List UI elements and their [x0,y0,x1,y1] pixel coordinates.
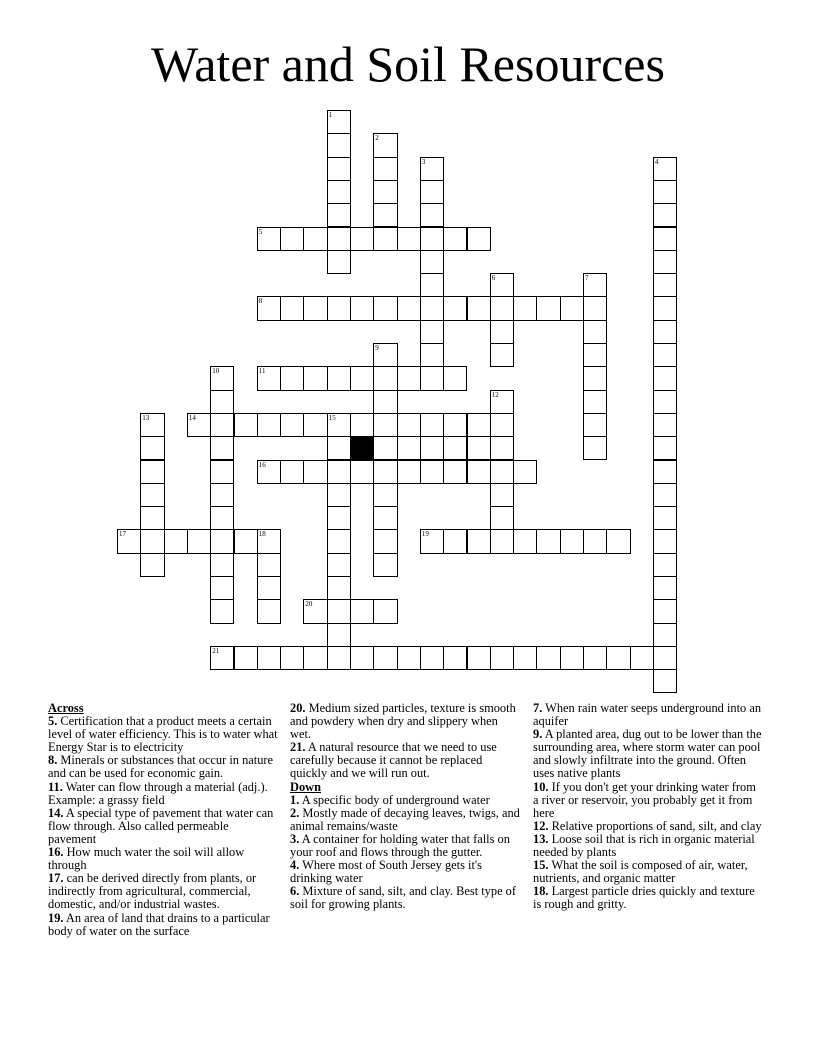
grid-cell[interactable] [210,529,234,553]
grid-cell[interactable] [373,157,397,181]
grid-cell[interactable] [420,460,444,484]
grid-cell[interactable] [350,646,374,670]
clue-number: 20 [305,600,313,609]
grid-cell[interactable] [327,506,351,530]
clue-item [48,715,278,754]
grid-cell[interactable] [210,483,234,507]
grid-cell[interactable] [187,413,211,437]
grid-cell[interactable] [373,133,397,157]
grid-cell[interactable] [653,180,677,204]
grid-cell[interactable] [257,553,281,577]
grid-cell[interactable] [210,366,234,390]
clue-number-label: 8. [48,753,58,768]
across-heading: Across [48,701,84,715]
grid-cell[interactable] [397,296,421,320]
clue-number-label: 11. [48,779,63,794]
grid-cell[interactable] [373,366,397,390]
clue-text: How much water the soil will allow through [48,845,245,873]
grid-cell[interactable] [280,460,304,484]
grid-cell[interactable] [373,529,397,553]
grid-cell[interactable] [140,506,164,530]
clue-number-label: 4. [290,858,300,873]
clue-item [533,833,763,859]
clue-text: A planted area, dug out to be lower than the surrounding area, where storm water can pool and slowly infiltrate into the ground. Often uses native plants [533,727,762,781]
grid-cell[interactable] [653,553,677,577]
grid-cell[interactable] [210,413,234,437]
grid-cell[interactable] [257,366,281,390]
grid-cell[interactable] [420,529,444,553]
grid-cell[interactable] [327,296,351,320]
grid-cell[interactable] [536,646,560,670]
grid-cell[interactable] [467,460,491,484]
grid-cell[interactable] [327,227,351,251]
grid-cell[interactable] [280,366,304,390]
clue-text: Water can flow through a material (adj.). Example: a grassy field [48,779,268,807]
clue-number: 21 [212,646,220,655]
grid-cell[interactable] [653,669,677,693]
clue-number-label: 16. [48,845,64,860]
grid-cell[interactable] [140,436,164,460]
grid-cell[interactable] [490,483,514,507]
grid-cell[interactable] [327,110,351,134]
grid-cell[interactable] [350,296,374,320]
clue-number: 13 [142,413,150,422]
clue-item [48,807,278,846]
grid-cell[interactable] [280,227,304,251]
grid-cell[interactable] [327,553,351,577]
grid-cell[interactable] [630,646,654,670]
grid-cell[interactable] [327,180,351,204]
clue-text: Medium sized particles, texture is smooth and powdery when dry and slippery when wet. [290,701,516,742]
grid-cell[interactable] [140,483,164,507]
grid-cell[interactable] [560,529,584,553]
clue-text: Mostly made of decaying leaves, twigs, and animal remains/waste [290,805,520,833]
grid-cell[interactable] [257,646,281,670]
clue-item [48,754,278,780]
grid-cell[interactable] [443,366,467,390]
clue-item [533,728,763,780]
grid-cell[interactable] [327,460,351,484]
clue-number: 10 [212,367,220,376]
grid-cell[interactable] [373,646,397,670]
grid-cell[interactable] [653,203,677,227]
grid-cell[interactable] [420,413,444,437]
clue-number-label: 2. [290,805,300,820]
clue-text: Loose soil that is rich in organic material needed by plants [533,831,755,860]
grid-cell[interactable] [443,460,467,484]
grid-cell[interactable] [327,646,351,670]
clue-item [48,912,278,938]
grid-cell[interactable] [140,529,164,553]
grid-cell[interactable] [327,250,351,274]
grid-cell[interactable] [583,529,607,553]
grid-cell[interactable] [490,320,514,344]
grid-cell[interactable] [373,227,397,251]
clue-number-label: 5. [48,714,58,729]
grid-cell[interactable] [327,576,351,600]
grid-cell[interactable] [583,343,607,367]
grid-cell[interactable] [467,529,491,553]
grid-cell[interactable] [443,436,467,460]
grid-cell[interactable] [327,599,351,623]
grid-cell[interactable] [420,296,444,320]
clue-number: 1 [328,111,333,119]
grid-cell[interactable] [583,320,607,344]
grid-cell[interactable] [420,366,444,390]
grid-cell[interactable] [327,623,351,647]
clue-text: Relative proportions of sand, silt, and clay [551,818,762,833]
grid-cell[interactable] [280,296,304,320]
clue-number: 14 [188,413,196,422]
clue-text: When rain water seeps underground into an aquifer [533,701,762,729]
grid-cell[interactable] [257,413,281,437]
grid-cell[interactable] [420,203,444,227]
grid-cell[interactable] [490,413,514,437]
grid-cell[interactable] [420,646,444,670]
clue-item [533,702,763,728]
grid-cell[interactable] [210,576,234,600]
clue-text: Minerals or substances that occur in nature and can be used for economic gain. [48,753,274,781]
grid-cell[interactable] [187,529,211,553]
grid-cell[interactable] [397,436,421,460]
clue-item [533,859,763,885]
grid-cell[interactable] [117,529,141,553]
grid-cell[interactable] [140,460,164,484]
clue-item [48,781,278,807]
grid-cell[interactable] [350,227,374,251]
clue-number-label: 19. [48,910,64,925]
clue-text: A natural resource that we need to use carefully because it cannot be replaced quickly and we will run out. [290,740,497,781]
grid-cell[interactable] [280,646,304,670]
grid-cell[interactable] [257,529,281,553]
clue-text: What the soil is composed of air, water, nutrients, and organic matter [533,858,748,886]
grid-cell[interactable] [443,413,467,437]
clue-number-label: 15. [533,858,549,873]
grid-cell[interactable] [327,203,351,227]
grid-cell[interactable] [653,227,677,251]
grid-cell[interactable] [210,553,234,577]
grid-cell[interactable] [210,436,234,460]
clue-text: A special type of pavement that water can flow through. Also called permeable pavement [48,805,274,846]
grid-cell[interactable] [420,250,444,274]
clue-number: 3 [421,157,426,166]
clue-text: Mixture of sand, silt, and clay. Best type of soil for growing plants. [290,884,516,912]
grid-cell[interactable] [490,296,514,320]
clue-item [48,846,278,872]
grid-cell[interactable] [327,366,351,390]
grid-cell[interactable] [490,390,514,414]
clue-number-label: 14. [48,805,64,820]
grid-cell[interactable] [653,157,677,181]
clue-number: 2 [375,134,379,143]
grid-cell[interactable] [490,506,514,530]
grid-cell[interactable] [373,506,397,530]
grid-cell[interactable] [210,460,234,484]
grid-cell[interactable] [653,296,677,320]
grid-cell[interactable] [420,227,444,251]
clue-item [290,702,520,741]
grid-cell[interactable] [653,413,677,437]
grid-cell[interactable] [257,599,281,623]
grid-cell[interactable] [653,250,677,274]
clue-text: can be derived directly from plants, or indirectly from agricultural, commercial, domestic, and/or industrial wastes. [48,871,257,912]
grid-cell[interactable] [140,553,164,577]
clue-number-label: 9. [533,727,543,742]
grid-cell[interactable] [513,296,537,320]
clue-number-label: 3. [290,831,300,846]
grid-cell[interactable] [397,460,421,484]
grid-cell[interactable] [373,436,397,460]
clue-text: If you don't get your drinking water from a river or reservoir, you probably get it from here [533,779,756,820]
grid-cell[interactable] [373,390,397,414]
clue-number: 4 [654,157,659,166]
grid-cell[interactable] [420,320,444,344]
grid-cell[interactable] [467,296,491,320]
grid-cell[interactable] [327,157,351,181]
clue-number-label: 7. [533,701,543,715]
clue-text: An area of land that drains to a particular body of water on the surface [48,910,270,938]
grid-cell[interactable] [536,529,560,553]
grid-cell[interactable] [327,413,351,437]
clue-item [290,807,520,833]
grid-cell[interactable] [303,296,327,320]
clue-number-label: 12. [533,818,549,833]
clue-text: A container for holding water that falls on your roof and flows through the gutter. [290,831,510,860]
grid-cell[interactable] [420,157,444,181]
clue-column-2 [290,702,520,912]
grid-cell[interactable] [443,646,467,670]
clue-text: Where most of South Jersey gets it's drinking water [290,858,482,886]
grid-cell[interactable] [583,366,607,390]
grid-cell[interactable] [490,529,514,553]
clue-number-label: 6. [290,884,300,899]
grid-cell[interactable] [653,460,677,484]
grid-cell[interactable] [583,413,607,437]
grid-cell[interactable] [397,646,421,670]
clue-number: 5 [258,227,263,236]
grid-cell[interactable] [210,506,234,530]
grid-cell[interactable] [490,343,514,367]
grid-cell[interactable] [653,483,677,507]
clue-number-label: 10. [533,779,549,794]
grid-cell[interactable] [420,436,444,460]
grid-cell[interactable] [397,366,421,390]
grid-cell[interactable] [373,203,397,227]
clue-number-label: 18. [533,884,549,899]
grid-cell[interactable] [606,646,630,670]
grid-cell[interactable] [420,180,444,204]
grid-cell[interactable] [397,227,421,251]
grid-cell[interactable] [327,133,351,157]
clue-item [290,859,520,885]
clue-number-label: 20. [290,701,306,715]
clue-number: 19 [421,530,429,539]
grid-cell[interactable] [653,273,677,297]
grid-cell[interactable] [140,413,164,437]
grid-cell[interactable] [373,599,397,623]
grid-cell[interactable] [583,390,607,414]
grid-cell[interactable] [583,273,607,297]
grid-cell[interactable] [303,460,327,484]
grid-block [350,436,374,460]
clue-number: 18 [258,530,266,539]
clue-text: A specific body of underground water [301,792,490,807]
page-title: Water and Soil Resources [151,36,665,92]
grid-cell[interactable] [350,599,374,623]
grid-cell[interactable] [490,273,514,297]
grid-cell[interactable] [234,646,258,670]
grid-cell[interactable] [303,227,327,251]
grid-cell[interactable] [210,646,234,670]
grid-cell[interactable] [327,483,351,507]
grid-cell[interactable] [583,646,607,670]
grid-cell[interactable] [327,436,351,460]
grid-cell[interactable] [373,296,397,320]
grid-cell[interactable] [653,343,677,367]
grid-cell[interactable] [210,599,234,623]
clue-item [290,885,520,911]
grid-cell[interactable] [257,576,281,600]
grid-cell[interactable] [513,646,537,670]
grid-cell[interactable] [350,413,374,437]
clue-number: 9 [375,344,379,352]
clue-number: 8 [258,297,263,306]
grid-cell[interactable] [653,390,677,414]
clue-number-label: 13. [533,831,549,846]
grid-cell[interactable] [397,413,421,437]
grid-cell[interactable] [490,646,514,670]
grid-cell[interactable] [560,296,584,320]
grid-cell[interactable] [257,227,281,251]
clue-number: 6 [491,274,496,283]
clue-number-label: 1. [290,792,300,807]
grid-cell[interactable] [653,576,677,600]
grid-cell[interactable] [443,296,467,320]
grid-cell[interactable] [490,460,514,484]
grid-cell[interactable] [653,599,677,623]
grid-cell[interactable] [420,273,444,297]
grid-cell[interactable] [234,413,258,437]
grid-cell[interactable] [373,343,397,367]
clue-item [48,872,278,911]
grid-cell[interactable] [257,460,281,484]
clue-item [290,833,520,859]
grid-cell[interactable] [583,436,607,460]
clue-number: 16 [258,460,266,469]
clue-number: 15 [328,413,336,422]
grid-cell[interactable] [373,413,397,437]
clue-text: Certification that a product meets a certain level of water efficiency. This is to water what Energy Star is to electricity [48,714,278,755]
clue-number: 11 [258,367,266,376]
grid-cell[interactable] [653,506,677,530]
grid-cell[interactable] [467,413,491,437]
clue-number: 17 [119,530,126,539]
clue-number-label: 17. [48,871,64,886]
grid-cell[interactable] [536,296,560,320]
grid-cell[interactable] [303,646,327,670]
grid-cell[interactable] [303,413,327,437]
grid-cell[interactable] [350,460,374,484]
clue-item [290,741,520,780]
grid-cell[interactable] [443,227,467,251]
grid-cell[interactable] [234,529,258,553]
grid-cell[interactable] [257,296,281,320]
grid-cell[interactable] [420,343,444,367]
down-heading: Down [290,779,321,794]
grid-cell[interactable] [327,529,351,553]
grid-cell[interactable] [467,227,491,251]
grid-cell[interactable] [303,366,327,390]
grid-cell[interactable] [210,390,234,414]
grid-cell[interactable] [164,529,188,553]
grid-cell[interactable] [560,646,584,670]
grid-cell[interactable] [653,436,677,460]
grid-cell[interactable] [280,413,304,437]
clue-column-1 [48,702,278,938]
grid-cell[interactable] [490,436,514,460]
grid-cell[interactable] [653,529,677,553]
grid-cell[interactable] [653,366,677,390]
grid-cell[interactable] [350,366,374,390]
grid-cell[interactable] [373,483,397,507]
grid-cell[interactable] [373,460,397,484]
grid-cell[interactable] [373,180,397,204]
grid-cell[interactable] [583,296,607,320]
clue-item [533,885,763,911]
clue-item [533,781,763,820]
grid-cell[interactable] [373,553,397,577]
grid-cell[interactable] [303,599,327,623]
clue-text: Largest particle dries quickly and texture is rough and gritty. [533,884,755,912]
clue-number: 7 [585,274,589,283]
grid-cell[interactable] [467,646,491,670]
clue-number: 12 [491,390,499,399]
grid-cell[interactable] [467,436,491,460]
clue-column-3 [533,702,763,912]
grid-cell[interactable] [653,623,677,647]
grid-cell[interactable] [513,460,537,484]
grid-cell[interactable] [606,529,630,553]
grid-cell[interactable] [653,320,677,344]
grid-cell[interactable] [513,529,537,553]
grid-cell[interactable] [653,646,677,670]
clue-number-label: 21. [290,740,306,755]
grid-cell[interactable] [443,529,467,553]
